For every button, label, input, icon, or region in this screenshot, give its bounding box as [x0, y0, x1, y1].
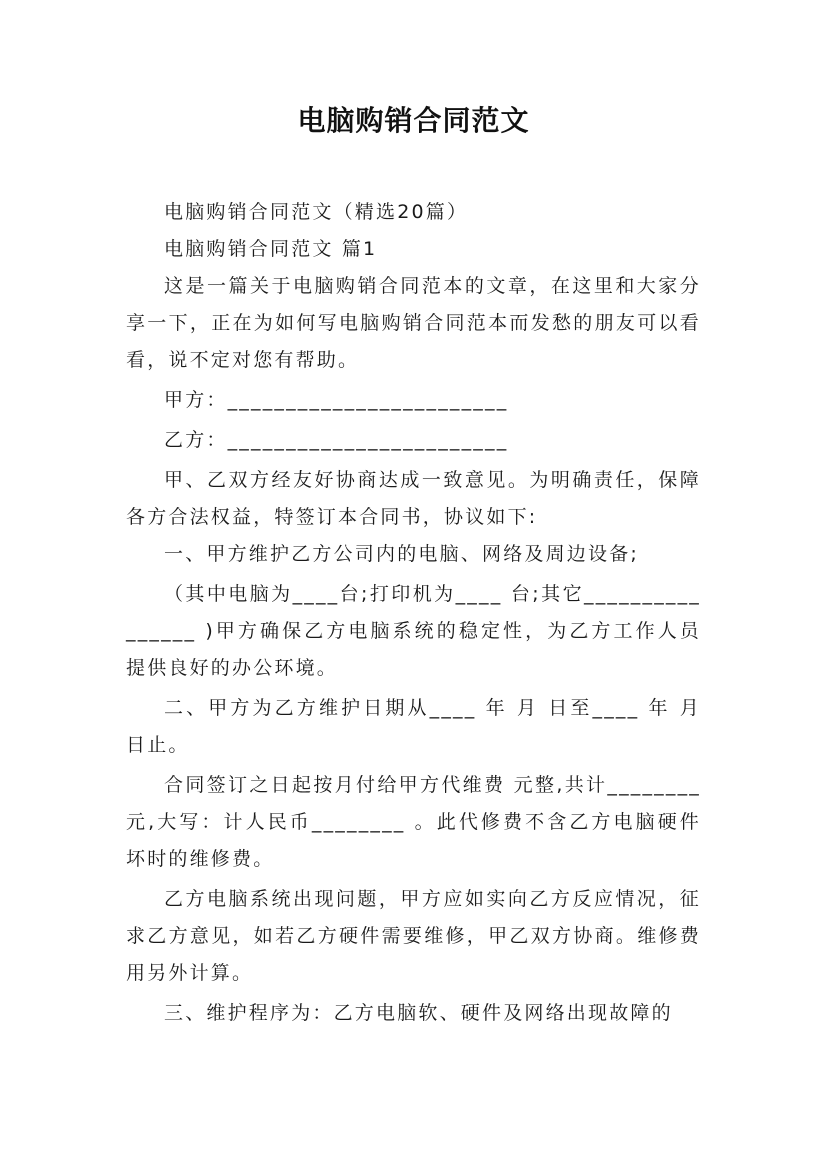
paragraph-agreement: 甲、乙双方经友好协商达成一致意见。为明确责任，保障各方合法权益，特签订本合同书，协议如下:	[126, 469, 701, 528]
paragraph-party-a: 甲方：________________________	[164, 389, 509, 411]
paragraph-subtitle: 电脑购销合同范文（精选20篇）	[164, 201, 469, 223]
paragraph-section-heading: 电脑购销合同范文 篇1	[164, 238, 378, 260]
paragraph-party-b: 乙方：________________________	[164, 429, 509, 451]
paragraph-clause-2: 二、甲方为乙方维护日期从____ 年 月 日至____ 年 月 日止。	[126, 697, 701, 756]
paragraph-intro: 这是一篇关于电脑购销合同范本的文章，在这里和大家分享一下，正在为如何写电脑购销合同范本而发愁的朋友可以看看，说不定对您有帮助。	[126, 275, 701, 371]
paragraph-equipment: （其中电脑为____台;打印机为____ 台;其它________________ )甲方确保乙方电脑系统的稳定性，为乙方工作人员提供良好的办公环境。	[126, 583, 701, 679]
document-title: 电脑购销合同范文	[297, 104, 530, 137]
document-body	[126, 194, 701, 1032]
paragraph-clause-1: 一、甲方维护乙方公司内的电脑、网络及周边设备;	[164, 543, 640, 565]
paragraph-fee: 合同签订之日起按月付给甲方代维费 元整,共计________ 元,大写：计人民币________ 。此代修费不含乙方电脑硬件坏时的维修费。	[126, 774, 701, 870]
paragraph-clause-3: 三、维护程序为：乙方电脑软、硬件及网络出现故障的	[164, 1002, 673, 1024]
paragraph-issues: 乙方电脑系统出现问题，甲方应如实向乙方反应情况，征求乙方意见，如若乙方硬件需要维修，甲乙双方协商。维修费用另外计算。	[126, 888, 701, 984]
